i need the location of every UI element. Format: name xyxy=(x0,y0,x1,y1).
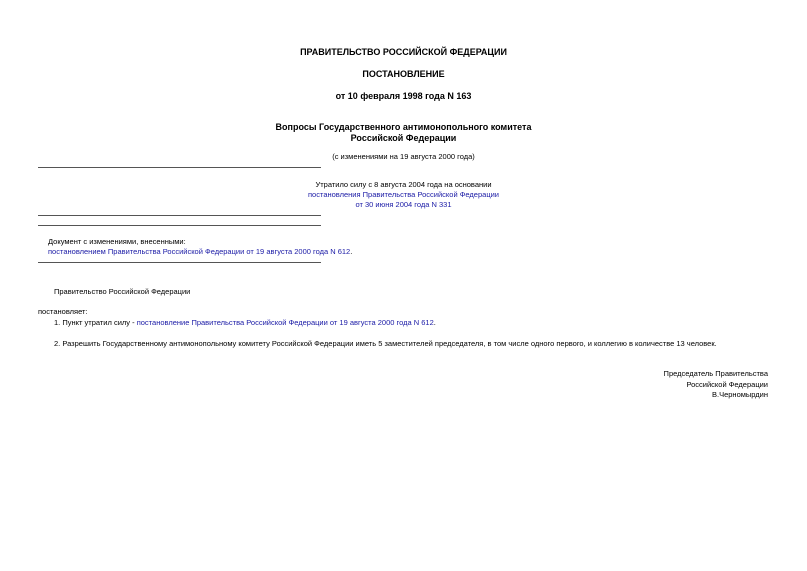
amendments-note: (с изменениями на 19 августа 2000 года) xyxy=(332,152,475,161)
changes-notice xyxy=(48,247,352,256)
repeal-notice-text: Утратило силу с 8 августа 2004 года на основании xyxy=(315,180,492,189)
item-1-decree-link[interactable]: постановление Правительства Российской Федерации от 19 августа 2000 года N 612 xyxy=(136,318,434,327)
repeal-notice xyxy=(0,180,807,210)
document-subject xyxy=(0,122,807,144)
divider-line xyxy=(38,167,321,168)
subject-line-1: Вопросы Государственного антимонопольного комитета xyxy=(275,122,532,132)
item-2: 2. Разрешить Государственному антимонопольному комитету Российской Федерации иметь 5 заместителей председателя, в том числе одного первого, и коллегию в количестве 13 человек. xyxy=(54,339,717,348)
government-heading: ПРАВИТЕЛЬСТВО РОССИЙСКОЙ ФЕДЕРАЦИИ xyxy=(300,47,507,57)
signature-name: В.Черномырдин xyxy=(712,390,768,399)
changes-decree-link[interactable]: постановлением Правительства Российской Федерации от 19 августа 2000 года N 612 xyxy=(48,247,351,256)
divider-line xyxy=(38,225,321,226)
item-1 xyxy=(54,318,436,327)
changes-suffix: . xyxy=(350,247,353,256)
changes-intro: Документ с изменениями, внесенными: xyxy=(48,237,186,246)
divider-line xyxy=(38,262,321,263)
signature-organization: Российской Федерации xyxy=(686,379,768,389)
repeal-decree-link-date[interactable]: от 30 июня 2004 года N 331 xyxy=(355,200,452,209)
divider-line xyxy=(38,215,321,216)
signature-title: Председатель Правительства xyxy=(663,369,768,378)
resolves-text: постановляет: xyxy=(38,307,88,316)
issuer-text: Правительство Российской Федерации xyxy=(54,287,191,296)
repeal-decree-link[interactable]: постановления Правительства Российской Федерации xyxy=(307,190,499,199)
document-type: ПОСТАНОВЛЕНИЕ xyxy=(362,69,445,79)
item-1-text: 1. Пункт утратил силу - xyxy=(54,318,137,327)
subject-line-2: Российской Федерации xyxy=(350,133,457,143)
item-1-suffix: . xyxy=(433,318,436,327)
signature-block xyxy=(664,369,768,401)
document-date-number: от 10 февраля 1998 года N 163 xyxy=(335,91,472,101)
